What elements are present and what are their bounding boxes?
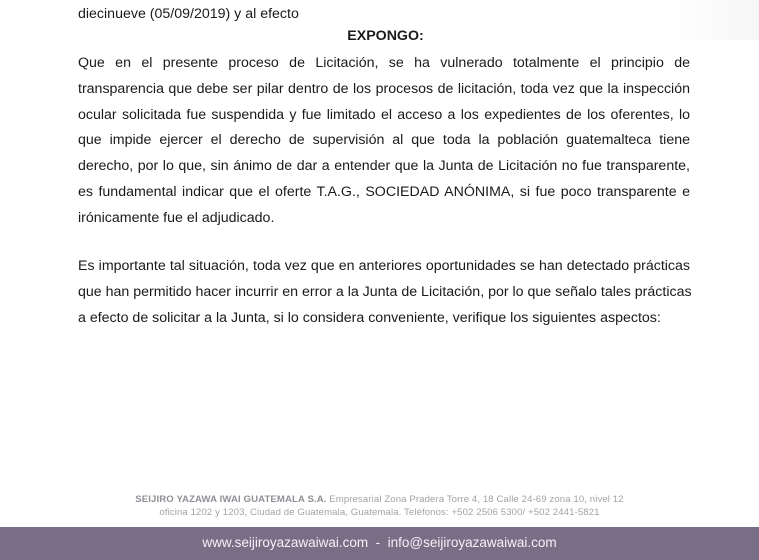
paragraph-line: Es importante tal situación, toda vez que en anteriores oportunidades se han detectado prácticas	[78, 258, 690, 274]
paragraph-line: irónicamente fue el adjudicado.	[78, 209, 275, 226]
paragraph-line: que impide ejercer el derecho de supervisión al que toda la población guatemalteca tiene	[78, 132, 690, 149]
paragraph-line: que han permitido hacer incurrir en error a la Junta de Licitación, por lo que señalo tales prácticas	[78, 283, 692, 300]
paragraph-line: es fundamental indicar que el oferte T.A.G., SOCIEDAD ANÓNIMA, si fue poco transparente e	[78, 183, 690, 200]
paragraph-line: a efecto de solicitar a la Junta, si lo considera conveniente, verifique los siguientes aspectos:	[78, 309, 661, 326]
paragraph-line: transparencia que debe ser pilar dentro de los procesos de licitación, toda vez que la inspección	[78, 80, 690, 97]
paragraph-line: derecho, por lo que, sin ánimo de dar a entender que la Junta de Licitación no fue transparente,	[78, 158, 690, 175]
footer-bar	[0, 527, 759, 560]
paragraph-1	[78, 51, 690, 232]
footer-address-line-1: Empresarial Zona Pradera Torre 4, 18 Calle 24-69 zona 10, nivel 12	[329, 494, 624, 505]
paragraph-line: ocular solicitada fue suspendida y fue limitado el acceso a los expedientes de los oferentes, lo	[78, 106, 690, 123]
paragraph-line: Que en el presente proceso de Licitación, se ha vulnerado totalmente el principio de	[78, 55, 690, 71]
paragraph-2	[78, 254, 690, 331]
footer-address	[0, 493, 759, 519]
footer-contact: www.seijiroyazawaiwai.com - info@seijiroyazawaiwai.com	[202, 535, 557, 550]
section-heading: EXPONGO:	[347, 28, 424, 44]
footer-address-line-2: oficina 1202 y 1203, Ciudad de Guatemala, Guatemala. Teléfonos: +502 2506 5300/ +502 2441-5821	[159, 507, 600, 518]
intro-line: diecinueve (05/09/2019) y al efecto	[78, 6, 299, 22]
footer-company-name: SEIJIRO YAZAWA IWAI GUATEMALA S.A.	[135, 494, 327, 505]
